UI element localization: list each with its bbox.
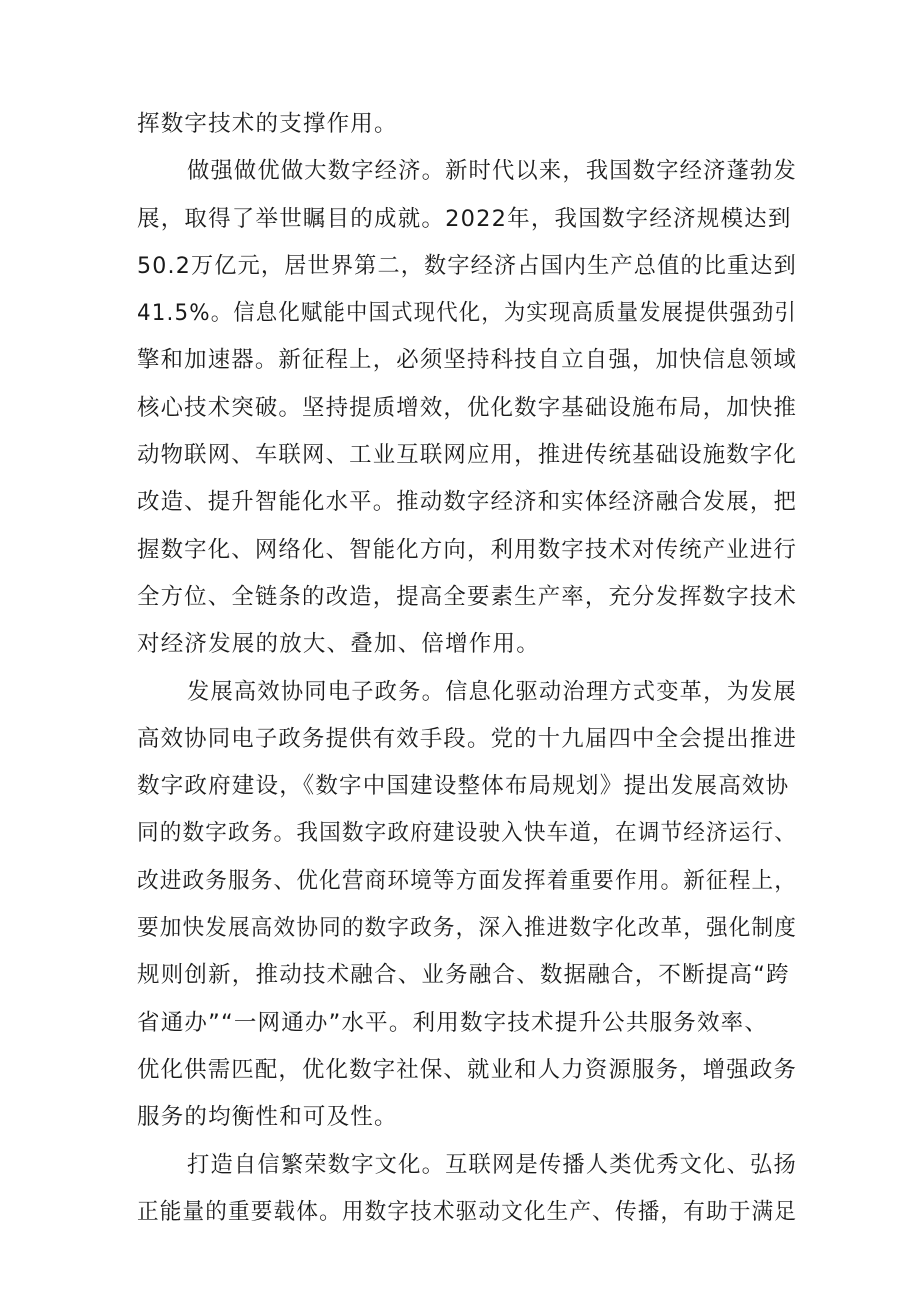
text-line: 优化供需匹配，优化数字社保、就业和人力资源服务，增强政务 (137, 1056, 798, 1083)
paragraph-heading-line: 打造自信繁荣数字文化。互联网是传播人类优秀文化、弘扬 (187, 1151, 797, 1178)
paragraph-heading-line: 发展高效协同电子政务。信息化驱动治理方式变革，为发展 (187, 678, 797, 705)
text-line: 挥数字技术的支撑作用。 (137, 111, 398, 137)
text-line: 规则创新，推动技术融合、业务融合、数据融合，不断提高“跨 (137, 962, 790, 989)
text-line: 41.5%。信息化赋能中国式现代化，为实现高质量发展提供强劲引 (137, 300, 797, 327)
text-line: 动物联网、车联网、工业互联网应用，推进传统基础设施数字化 (137, 442, 798, 469)
text-line: 核心技术突破。坚持提质增效，优化数字基础设施布局，加快推 (137, 394, 798, 421)
text-line: 握数字化、网络化、智能化方向，利用数字技术对传统产业进行 (137, 536, 798, 563)
text-line: 同的数字政务。我国数字政府建设驶入快车道，在调节经济运行、 (137, 820, 798, 847)
text-line: 省通办”“一网通办”水平。利用数字技术提升公共服务效率、 (137, 1009, 769, 1036)
text-line: 擎和加速器。新征程上，必须坚持科技自立自强，加快信息领域 (137, 347, 798, 374)
paragraph-heading-line: 做强做优做大数字经济。新时代以来，我国数字经济蓬勃发 (187, 158, 797, 185)
text-line: 正能量的重要载体。用数字技术驱动文化生产、传播，有助于满足 (137, 1198, 798, 1225)
text-line: 改进政务服务、优化营商环境等方面发挥着重要作用。新征程上， (137, 867, 798, 894)
text-line: 要加快发展高效协同的数字政务，深入推进数字化改革，强化制度 (137, 915, 798, 942)
text-line: 对经济发展的放大、叠加、倍增作用。 (137, 631, 540, 658)
text-line: 数字政府建设，《数字中国建设整体布局规划》提出发展高效协 (137, 773, 790, 800)
text-line: 50.2万亿元，居世界第二，数字经济占国内生产总值的比重达到 (137, 252, 797, 279)
text-line: 服务的均衡性和可及性。 (137, 1104, 398, 1131)
text-line: 改造、提升智能化水平。推动数字经济和实体经济融合发展，把 (137, 489, 798, 516)
text-line: 全方位、全链条的改造，提高全要素生产率，充分发挥数字技术 (137, 583, 798, 610)
text-line: 展，取得了举世瞩目的成就。2022年，我国数字经济规模达到 (137, 205, 792, 232)
document-body (137, 101, 797, 1236)
text-line: 高效协同电子政务提供有效手段。党的十九届四中全会提出推进 (137, 725, 798, 752)
